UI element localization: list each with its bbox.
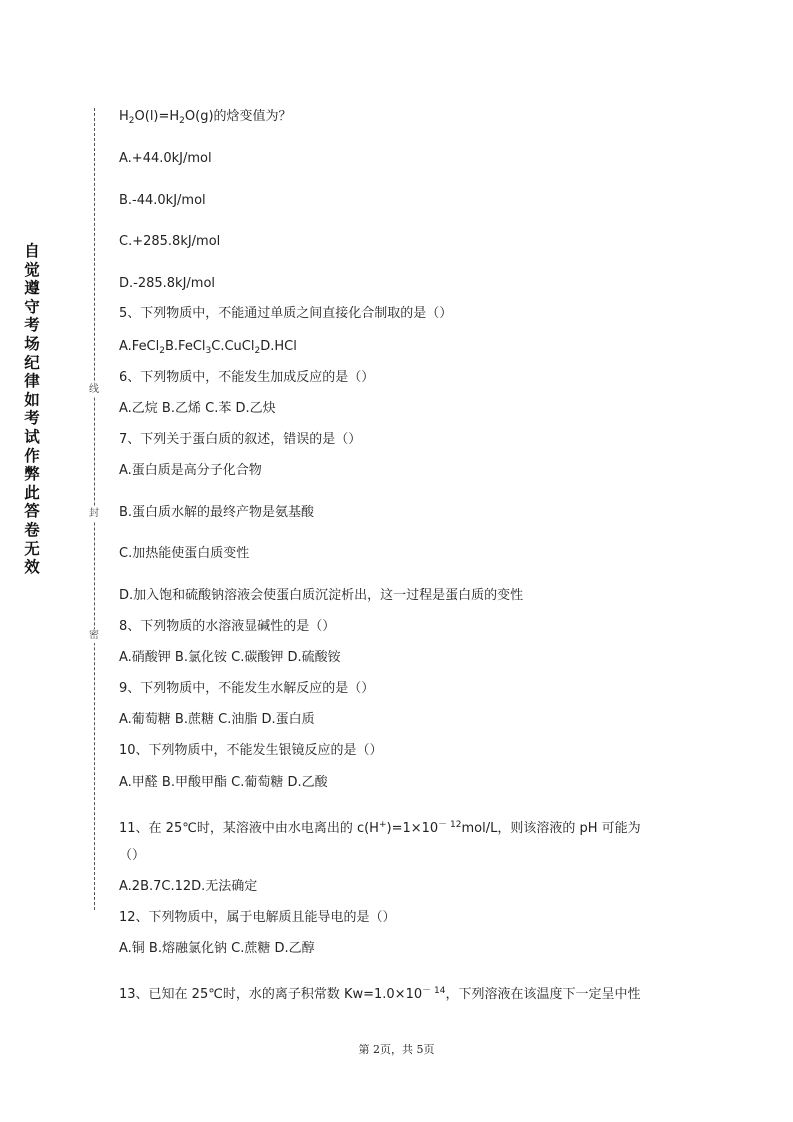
question-7-option-d: D.加入饱和硫酸钠溶液会使蛋白质沉淀析出，这一过程是蛋白质的变性 xyxy=(119,588,524,603)
question-5-options: A.FeCl$_2$B.FeCl$_3$C.CuCl$_2$D.HCl xyxy=(119,339,297,356)
question-4-option-a: A.+44.0kJ/mol xyxy=(119,151,212,166)
question-7-stem: 7、下列关于蛋白质的叙述，错误的是（） xyxy=(119,432,362,447)
question-4-option-d: D.-285.8kJ/mol xyxy=(119,276,216,291)
question-9-options: A.葡萄糖 B.蔗糖 C.油脂 D.蛋白质 xyxy=(119,712,315,727)
question-11-stem-continued: （） xyxy=(119,848,146,863)
question-7-option-b: B.蛋白质水解的最终产物是氨基酸 xyxy=(119,505,315,520)
question-7-option-a: A.蛋白质是高分子化合物 xyxy=(119,463,262,478)
question-11-options: A.2B.7C.12D.无法确定 xyxy=(119,879,258,894)
binding-label-secret: 密 xyxy=(89,630,99,641)
question-10-stem: 10、下列物质中，不能发生银镜反应的是（） xyxy=(119,743,383,758)
binding-label-seal: 封 xyxy=(89,508,99,519)
page-footer: 第 2页，共 5页 xyxy=(358,1043,435,1056)
question-9-stem: 9、下列物质中，不能发生水解反应的是（） xyxy=(119,681,375,696)
question-11-stem: 11、在 25℃时，某溶液中由水电离出的 $c(H^+)=1\times 10^{- 12}mol/L$，则该溶液的 pH 可能为 xyxy=(119,820,641,836)
question-8-options: A.硝酸钾 B.氯化铵 C.碳酸钾 D.硫酸铵 xyxy=(119,650,341,665)
question-7-option-c: C.加热能使蛋白质变性 xyxy=(119,546,250,561)
question-4-option-b: B.-44.0kJ/mol xyxy=(119,193,206,208)
question-4-stem: $H_2O(l)=H_2O(g)$的焓变值为？ xyxy=(119,109,292,126)
question-5-stem: 5、下列物质中，不能通过单质之间直接化合制取的是（） xyxy=(119,306,453,321)
question-10-options: A.甲醛 B.甲酸甲酯 C.葡萄糖 D.乙酸 xyxy=(119,775,328,790)
question-12-options: A.铜 B.熔融氯化钠 C.蔗糖 D.乙醇 xyxy=(119,941,315,956)
question-13-stem: 13、已知在 25℃时，水的离子积常数 $Kw=1.0\times 10^{- 14}$，下列溶液在该温度下一定呈中性 xyxy=(119,986,641,1002)
question-6-stem: 6、下列物质中，不能发生加成反应的是（） xyxy=(119,370,375,385)
question-12-stem: 12、下列物质中，属于电解质且能导电的是（） xyxy=(119,910,396,925)
question-8-stem: 8、下列物质的水溶液显碱性的是（） xyxy=(119,619,336,634)
seal-warning-text: 自觉遵守考场纪律如考试作弊此答卷无效 xyxy=(24,242,40,577)
question-6-options: A.乙烷 B.乙烯 C.苯 D.乙炔 xyxy=(119,401,276,416)
question-4-option-c: C.+285.8kJ/mol xyxy=(119,234,221,249)
binding-label-line: 线 xyxy=(89,384,99,395)
